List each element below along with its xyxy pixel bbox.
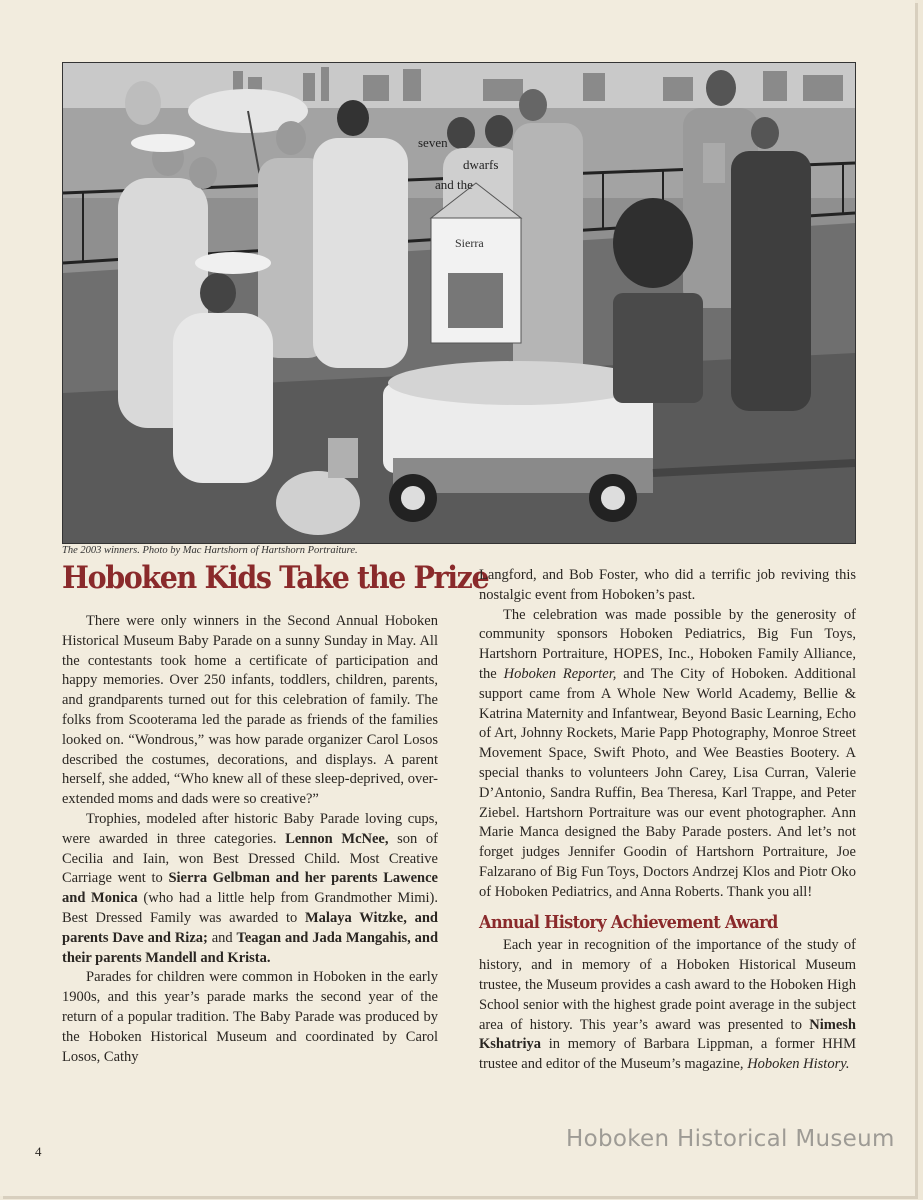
article-left-column	[62, 612, 438, 1067]
paragraph-intro: There were only winners in the Second Annual Hoboken Historical Museum Baby Parade on a sunny Sunday in May. All the contestants took home a certificate of participation and happy memories. Over 250 infants, toddlers, children, parents, and grandparents turned out for this celebration of family. The folks from Scooterama led the parade as friends of the families looked on. “Wondrous,” was how parade organizer Carol Losos described the costumes, decorations, and displays. A parent herself, she added, “Who knew all of these sleep-deprived, over-extended moms and dads were so creative?”	[62, 613, 438, 808]
museum-watermark: Hoboken Historical Museum	[566, 1126, 895, 1152]
paragraph-continued: Langford, and Bob Foster, who did a terrific job reviving this nostalgic event from Hoboken’s past.	[479, 567, 856, 603]
article-right-column	[479, 566, 856, 1075]
svg-text:dwarfs: dwarfs	[463, 157, 499, 172]
group-photo	[62, 62, 856, 544]
paragraph-award: Each year in recognition of the importance of the study of history, and in memory of a Hoboken Historical Museum trustee, the Museum provides a cash award to the Hoboken High School senior with the highest grade point average in the subject area of history. This year’s award was presented to Nimesh Kshatriya in memory of Barbara Lippman, a former HHM trustee and editor of the Museum’s magazine, Hoboken History.	[479, 937, 856, 1073]
award-subheading: Annual History Achievement Award	[479, 911, 778, 933]
paragraph-sponsors: The celebration was made possible by the generosity of community sponsors Hoboken Pediatrics, Big Fun Toys, Hartshorn Portraiture, HOPES, Inc., Hoboken Family Alliance, the Hoboken Reporter, and The City of Hoboken. Additional support came from A Whole New World Academy, Bellie & Katrina Maternity and Infantwear, Beyond Basic Learning, Echo of Art, Johnny Rockets, Marie Papp Photography, Monroe Street Movement Space, Swift Photo, and Wee Beasties Bootery. A special thanks to volunteers John Carey, Lisa Curran, Valerie D’Antonio, Sandra Ruffin, Bea Theresa, Karl Trappe, and Peter Ziebel. Hartshorn Portraiture was our event photographer. Ann Marie Manca designed the Baby Parade posters. And let’s not forget judges Jennifer Goodin of Hartshorn Portraiture, Joe Falzarano of Big Fun Toys, Doctors Andrzej Klos and Piotr Oko of Hoboken Pediatrics, and Anna Roberts. Thank you all!	[479, 606, 857, 900]
page-number: 4	[35, 1144, 42, 1159]
svg-text:and the: and the	[435, 177, 473, 192]
svg-text:Sierra: Sierra	[455, 236, 484, 250]
paragraph-history: Parades for children were common in Hoboken in the early 1900s, and this year’s parade marks the second year of the return of a popular tradition. The Baby Parade was produced by the Hoboken Historical Museum and coordinated by Carol Losos, Cathy	[62, 969, 438, 1065]
svg-text:seven: seven	[418, 135, 448, 150]
photo-caption: The 2003 winners. Photo by Mac Hartshorn of Hartshorn Portraiture.	[62, 545, 358, 556]
paragraph-trophies: Trophies, modeled after historic Baby Parade loving cups, were awarded in three categories. Lennon McNee, son of Cecilia and Iain, won Best Dressed Child. Most Creative Carriage went to Sierra Gelbman and her parents Lawence and Monica (who had a little help from Grandmother Mimi). Best Dressed Family was awarded to Malaya Witzke, and parents Dave and Riza; and Teagan and Jada Mangahis, and their parents Mandell and Krista.	[62, 810, 439, 966]
photo-illustration	[63, 63, 855, 543]
article-headline: Hoboken Kids Take the Prize	[62, 560, 489, 596]
